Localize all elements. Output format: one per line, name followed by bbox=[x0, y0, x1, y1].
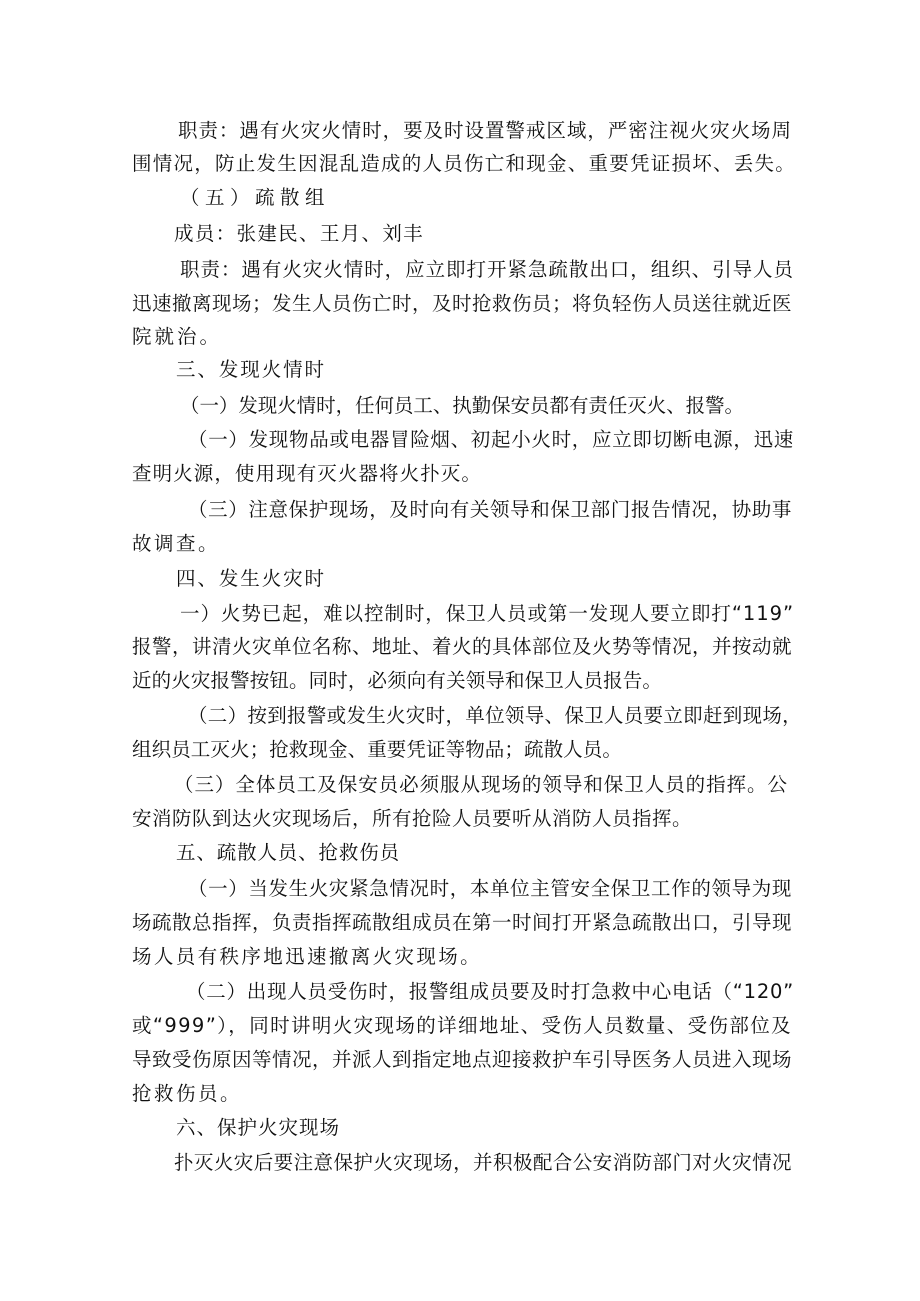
text-line: 安消防队到达火灾现场后，所有抢险人员要听从消防人员指挥。 bbox=[132, 807, 692, 830]
text-line: 迅速撤离现场；发生人员伤亡时，及时抢救伤员；将负轻伤人员送往就近医 bbox=[132, 292, 792, 315]
text-line: （一）当发生火灾紧急情况时，本单位主管安全保卫工作的领导为现 bbox=[188, 877, 792, 900]
text-line: 或“999”），同时讲明火灾现场的详细地址、受伤人员数量、受伤部位及 bbox=[132, 1014, 792, 1037]
text-line: 围情况，防止发生因混乱造成的人员伤亡和现金、重要凭证损坏、丢失。 bbox=[132, 152, 796, 175]
text-line: 导致受伤原因等情况，并派人到指定地点迎接救护车引导医务人员进入现场 bbox=[132, 1048, 792, 1071]
section-heading: 三、发现火情时 bbox=[176, 358, 326, 381]
text-line: （二）出现人员受伤时，报警组成员要及时打急救中心电话（“120” bbox=[186, 980, 794, 1003]
text-line: 职责：遇有火灾火情时，要及时设置警戒区域，严密注视火灾火场周 bbox=[178, 119, 792, 142]
text-line: 抢救伤员。 bbox=[132, 1082, 242, 1105]
text-line: 院就治。 bbox=[132, 325, 222, 348]
text-line: （三）全体员工及保安员必须服从现场的领导和保卫人员的指挥。公 bbox=[174, 773, 788, 796]
text-line: 故调查。 bbox=[132, 532, 220, 555]
text-line: 近的火灾报警按钮。同时，必须向有关领导和保卫人员报告。 bbox=[132, 669, 662, 692]
text-line: 扑灭火灾后要注意保护火灾现场，并积极配合公安消防部门对火灾情况 bbox=[174, 1151, 792, 1174]
section-heading: 五、疏散人员、抢救伤员 bbox=[176, 841, 400, 864]
section-heading: （五）疏散组 bbox=[180, 186, 330, 209]
text-line: 职责：遇有火灾火情时，应立即打开紧急疏散出口，组织、引导人员 bbox=[180, 258, 794, 281]
text-line: 一）火势已起，难以控制时，保卫人员或第一发现人要立即打“119” bbox=[180, 602, 794, 625]
text-line: （一）发现火情时，任何员工、执勤保安员都有责任灭火、报警。 bbox=[180, 394, 744, 417]
section-heading: 六、保护火灾现场 bbox=[176, 1116, 340, 1139]
text-line: 组织员工灭火；抢救现金、重要凭证等物品；疏散人员。 bbox=[132, 738, 622, 761]
text-line: （三）注意保护现场，及时向有关领导和保卫部门报告情况，协助事 bbox=[188, 498, 792, 521]
text-line: 成员：张建民、王月、刘丰 bbox=[174, 222, 424, 245]
text-line: 场疏散总指挥，负责指挥疏散组成员在第一时间打开紧急疏散出口，引导现 bbox=[132, 911, 792, 934]
section-heading: 四、发生火灾时 bbox=[176, 567, 326, 590]
text-line: 报警，讲清火灾单位名称、地址、着火的具体部位及火势等情况，并按动就 bbox=[132, 635, 792, 658]
text-line: （一）发现物品或电器冒险烟、初起小火时，应立即切断电源，迅速 bbox=[188, 428, 794, 451]
text-line: （二）按到报警或发生火灾时，单位领导、保卫人员要立即赶到现场， bbox=[188, 704, 802, 727]
text-line: 查明火源，使用现有灭火器将火扑灭。 bbox=[132, 462, 482, 485]
text-line: 场人员有秩序地迅速撤离火灾现场。 bbox=[132, 945, 482, 968]
